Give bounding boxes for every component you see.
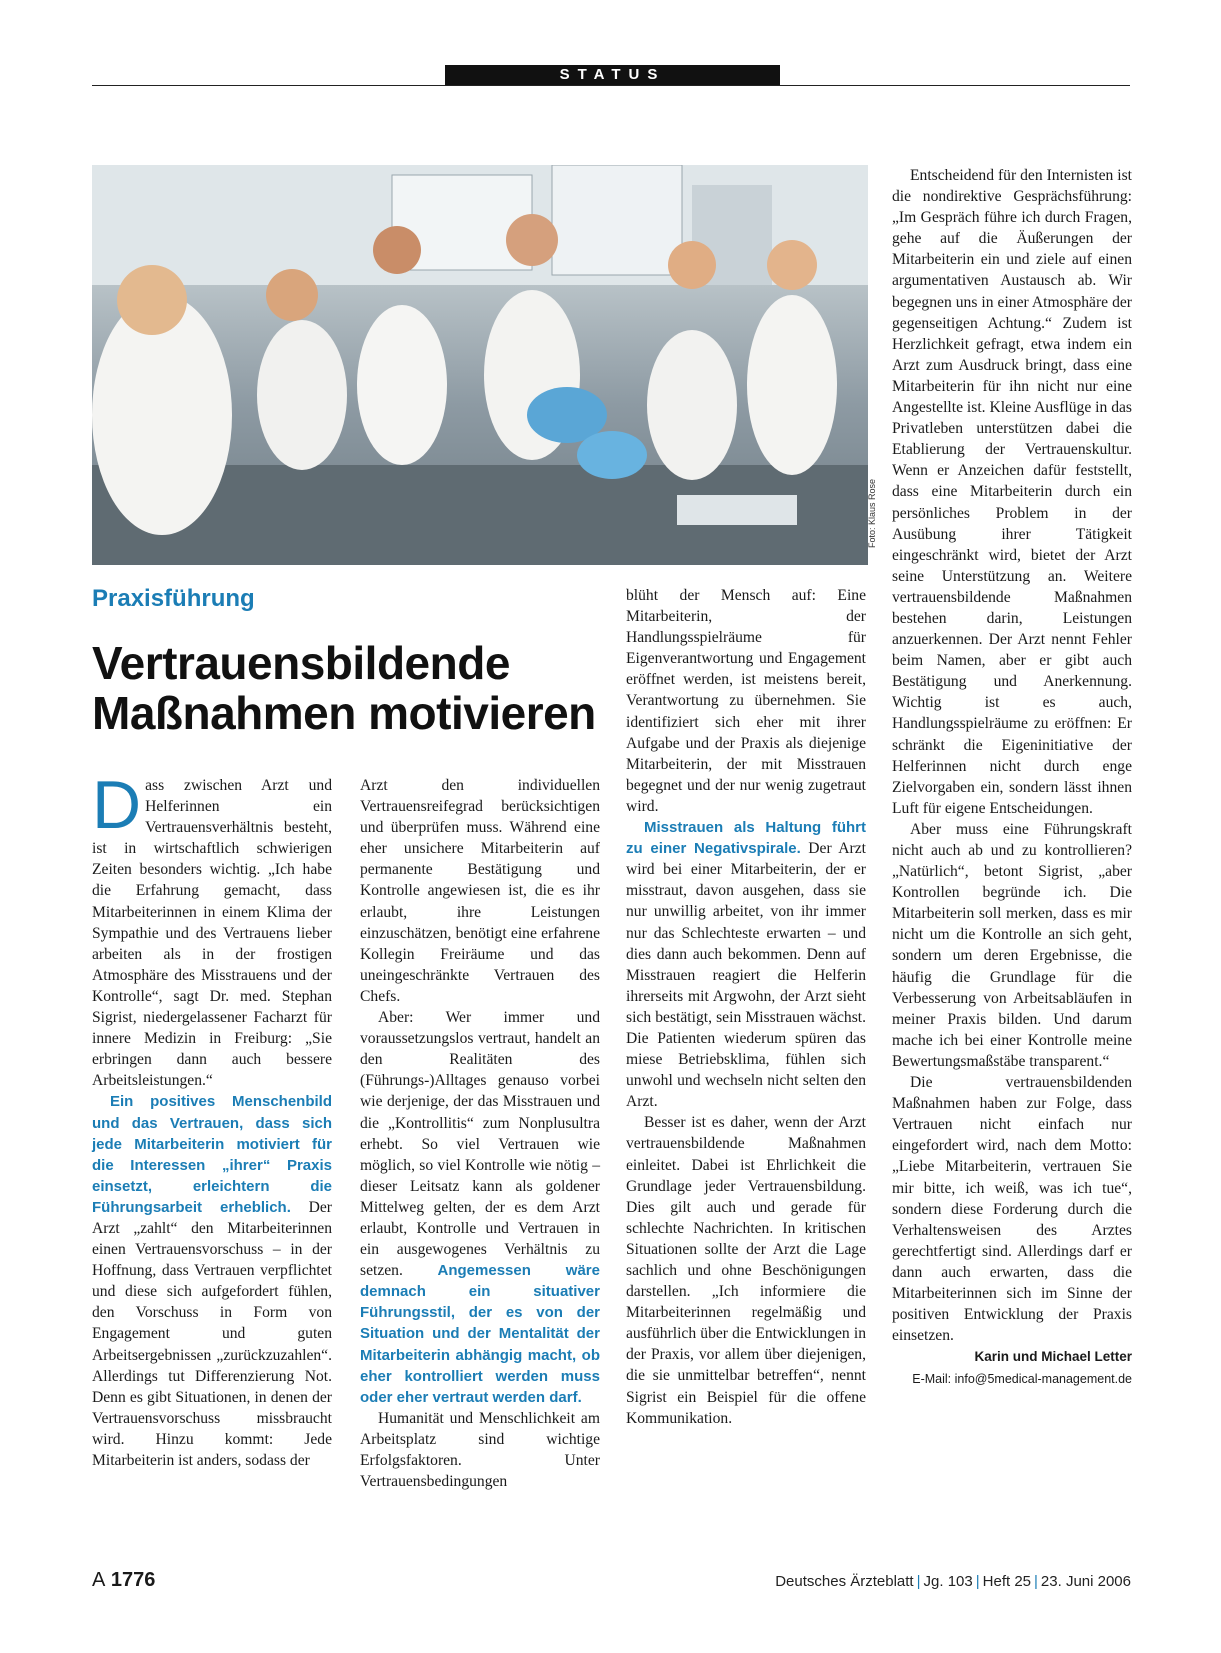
paragraph: Misstrauen als Haltung führt zu einer Negativspirale. Der Arzt wird bei einer Mitarbeiterin, der er misstraut, davon ausgehen, dass sie nur unwillig arbeitet, von ihr immer nur das Schlechteste erwarten – und dies dann auch bekommen. Denn auf Misstrauen reagiert die Helferin ihrerseits mit Argwohn, der Arzt sieht sich bestätigt, sein Misstrauen wächst. Die Patienten wiederum spüren das miese Betriebsklima, fühlen sich unwohl und wechseln nicht selten den Arzt.: [626, 819, 866, 1111]
paragraph: Entscheidend für den Internisten ist die nondirektive Gesprächsführung: „Im Gespräch führe ich durch Fragen, gehe auf die Äußerungen der Mitarbeiterin ein und ziele auf einen argumentativen Austausch ab. Wir begegnen uns in einer Atmosphäre der gegenseitigen Achtung.“ Zudem ist Herzlichkeit gefragt, etwa indem ein Arzt zum Ausdruck bringt, dass eine Mitarbeiterin für ihn nicht nur eine Angestellte ist. Kleine Ausflüge in das Privatleben unterstützen dabei die Etablierung der Vertrauenskultur. Wenn er Anzeichen dafür feststellt, dass eine Mitarbeiterin durch ein persönliches Problem in der Ausübung ihrer Tätigkeit eingeschränkt wird, bietet der Arzt seine Unterstützung an. Weitere vertrauensbildende Maßnahmen bestehen darin, Leistungen anzuerkennen. Der Arzt nennt Fehler beim Namen, aber er gibt auch Bestätigung und Anerkennung. Wichtig ist es auch, Handlungsspielräume zu eröffnen: Er schränkt die Eigeninitiative der Helferinnen nicht durch enge Zielvorgaben ein, sondern lässt ihnen Luft für eigene Entscheidungen.: [892, 167, 1132, 817]
section-label: STATUS: [445, 65, 780, 85]
highlight-text: Ein positives Menschenbild und das Vertrauen, dass sich jede Mitarbeiterin motiviert für die Interessen „ihrer“ Praxis einsetzt, erleichtern die Führungsarbeit erheblich.: [92, 1093, 332, 1216]
paragraph: Aber muss eine Führungskraft nicht auch ab und zu kontrollieren? „Natürlich“, betont Sigrist, „aber Kontrollen begründe ich. Die Mitarbeiterin soll merken, dass es mir nicht um die Kontrolle an sich geht, sondern um deren Ergebnisse, die häufig die Grundlage für die Verbesserung von Arbeitsabläufen in meiner Praxis bilden. Und darum mache ich bei einer Kontrolle meine Bewertungsmaßstäbe transparent.“: [892, 820, 1132, 1070]
journal-issue: Heft 25: [982, 1573, 1032, 1590]
journal-info: Deutsches Ärzteblatt | Jg. 103 | Heft 25 | 23. Juni 2006: [775, 1573, 1131, 1590]
article-kicker: Praxisführung: [92, 585, 255, 612]
article-column-1: [92, 767, 332, 1471]
journal-name: Deutsches Ärzteblatt: [775, 1573, 914, 1590]
paragraph: Ein positives Menschenbild und das Vertrauen, dass sich jede Mitarbeiterin motiviert für die Interessen „ihrer“ Praxis einsetzt, erleichtern die Führungsarbeit erheblich. Der Arzt „zahlt“ den Mitarbeiterinnen einen Vertrauensvorschuss – in der Hoffnung, dass Vertrauen verpflichtet und diese sich aufgefordert fühlen, den Vorschuss in Form von Engagement und guten Arbeitsergebnissen „zurückzuzahlen“. Allerdings tut Differenzierung Not. Denn es gibt Situationen, in denen der Vertrauensvorschuss missbraucht wird. Hinzu kommt: Jede Mitarbeiterin ist anders, sodass der: [92, 1093, 332, 1469]
journal-volume: Jg. 103: [923, 1573, 973, 1590]
paragraph: Besser ist es daher, wenn der Arzt vertrauensbildende Maßnahmen einleitet. Dabei ist Ehrlichkeit die Grundlage jeder Vertrauensbildung. Dies gilt auch und gerade für schlechte Nachrichten. In kritischen Situationen sollte der Arzt die Lage sachlich und ohne Beschönigungen darstellen. „Ich informiere die Mitarbeiterinnen regelmäßig und ausführlich über die Entwicklungen in der Praxis, vor allem über diejenigen, die sie unmittelbar betreffen“, nennt Sigrist ein Beispiel für die offene Kommunikation.: [626, 1114, 866, 1427]
author-email: E-Mail: info@5medical-management.de: [912, 1372, 1132, 1387]
paragraph: blüht der Mensch auf: Eine Mitarbeiterin, der Handlungsspielräume für Eigenverantwortung und Engagement eröffnet werden, ist meistens bereit, Verantwortung zu übernehmen. Sie identifiziert sich eher mit ihrer Aufgabe und der Praxis als diejenige Mitarbeiterin, der mit Misstrauen begegnet und der nur wenig zugetraut wird.: [626, 587, 866, 815]
paragraph: Aber: Wer immer und voraussetzungslos vertraut, handelt an den Realitäten des (Führungs-)Alltages genauso vorbei wie derjenige, der das Misstrauen und die „Kontrollitis“ zum Nonplusultra erhebt. So viel Vertrauen wie möglich, so viel Kontrolle wie nötig – dieser Leitsatz kann als goldener Mittelweg gelten, der es dem Arzt erlaubt, Kontrolle und Vertrauen in ein ausgewogenes Verhältnis zu setzen. Angemessen wäre demnach ein situativer Führungsstil, der es von der Situation und der Mentalität der Mitarbeiterin abhängig macht, ob eher kontrolliert werden muss oder eher vertraut werden darf.: [360, 1009, 600, 1406]
article-column-2: [360, 775, 600, 1492]
article-photo: [92, 165, 868, 565]
photo-illustration: [92, 165, 868, 565]
drop-cap: D: [92, 767, 142, 843]
page-number: A 1776: [92, 1569, 156, 1591]
title-line-1: Vertrauensbildende: [92, 637, 510, 689]
paragraph: Arzt den individuellen Vertrauensreifegrad berücksichtigen und überprüfen muss. Während eine eher unsichere Mitarbeiterin auf permanente Bestätigung und Kontrolle angewiesen ist, die es ihr erlaubt, ihre Leistungen einzuschätzen, benötigt eine erfahrene Kollegin Freiräume und das uneingeschränkte Vertrauen des Chefs.: [360, 777, 600, 1005]
article-title: [92, 638, 622, 738]
paragraph: Die vertrauensbildenden Maßnahmen haben zur Folge, dass Vertrauen nicht einfach nur eingefordert wird, nach dem Motto: „Liebe Mitarbeiterin, vertrauen Sie mir bitte, ich weiß, was ich tue“, sondern diese Forderung durch die Verhaltensweisen des Arztes gerechtfertigt sind. Allerdings darf er dann auch erwarten, dass die Mitarbeiterinnen sich im Sinne der positiven Entwicklung der Praxis einsetzen.: [892, 1074, 1132, 1345]
header-rule: [92, 85, 1130, 86]
highlight-text: Misstrauen als Haltung führt zu einer Negativspirale.: [626, 819, 866, 858]
journal-date: 23. Juni 2006: [1040, 1573, 1131, 1590]
highlight-text: Angemessen wäre demnach ein situativer Führungsstil, der es von der Situation und der Mentalität der Mitarbeiterin abhängig macht, ob eher kontrolliert werden muss oder eher vertraut werden darf.: [360, 1262, 600, 1406]
paragraph: Dass zwischen Arzt und Helferinnen ein Vertrauensverhältnis besteht, ist in wirtschaftlich schwierigen Zeiten besonders wichtig. „Ich habe die Erfahrung gemacht, dass Mitarbeiterinnen in einem Klima der Sympathie und des Vertrauens lieber arbeiten als in der frostigen Atmosphäre des Misstrauens und der Kontrolle“, sagt Dr. med. Stephan Sigrist, niedergelassener Facharzt für innere Medizin in Freiburg: „Sie erbringen dann auch bessere Arbeitsleistungen.“: [92, 767, 332, 1090]
article-column-3: [626, 585, 866, 1429]
paragraph: Humanität und Menschlichkeit am Arbeitsplatz sind wichtige Erfolgsfaktoren. Unter Vertrauensbedingungen: [360, 1409, 600, 1491]
title-line-2: Maßnahmen motivieren: [92, 687, 596, 739]
article-column-4: [892, 165, 1132, 1390]
author-signature: Karin und Michael Letter: [974, 1349, 1132, 1365]
photo-credit: Foto: Klaus Rose: [867, 478, 877, 548]
